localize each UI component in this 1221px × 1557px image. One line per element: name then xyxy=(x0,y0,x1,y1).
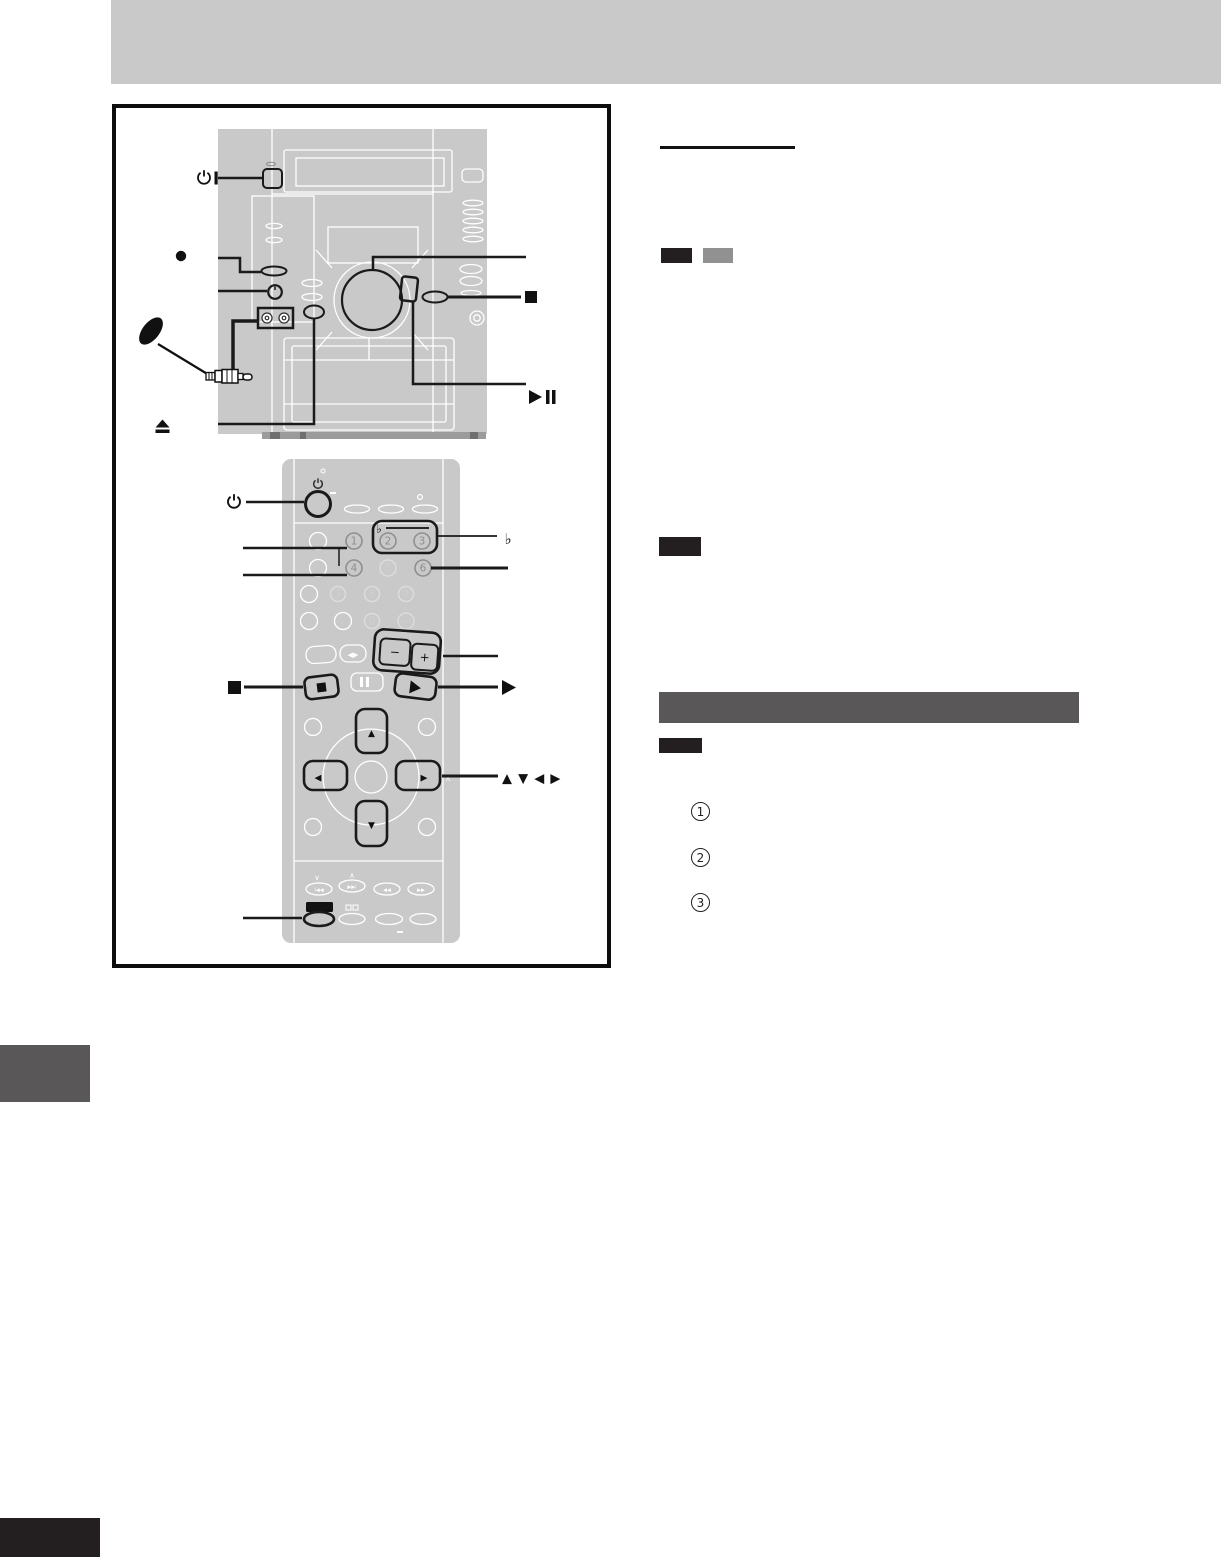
remote-stop-icon xyxy=(228,681,241,694)
svg-text:0: 0 xyxy=(368,615,376,628)
svg-text:▼: ▼ xyxy=(368,821,375,831)
svg-text:I◀◀: I◀◀ xyxy=(314,887,324,894)
svg-text:◀: ◀ xyxy=(314,773,322,784)
base-foot xyxy=(270,432,280,439)
svg-text:1: 1 xyxy=(350,535,358,548)
flat-icon-small: ♭ xyxy=(376,522,382,536)
svg-text:−: − xyxy=(389,644,401,660)
svg-text:▲: ▲ xyxy=(368,729,375,739)
svg-text:5: 5 xyxy=(384,562,392,575)
channel-down-mark: ∨ xyxy=(314,873,320,882)
svg-text:6: 6 xyxy=(419,562,427,575)
svg-text:9: 9 xyxy=(402,588,410,601)
play-pause-icon xyxy=(529,390,556,404)
base-foot xyxy=(300,432,306,439)
channel-mark: ∧ xyxy=(445,774,451,783)
svg-text:▶▶: ▶▶ xyxy=(417,887,425,894)
power-on-bar-icon xyxy=(215,172,218,185)
dpad-arrows-icon: ▲ ▼ ◀ ▶ xyxy=(502,771,562,787)
remote-illustration xyxy=(282,459,460,943)
svg-text:≥10: ≥10 xyxy=(400,619,412,626)
svg-text:7: 7 xyxy=(334,588,342,601)
record-dot-icon xyxy=(176,251,186,261)
power-icon xyxy=(198,170,210,184)
svg-text:◀◀: ◀◀ xyxy=(383,887,391,894)
left-right-icon: ◀▶ xyxy=(347,651,359,659)
tiny-minus-mark xyxy=(397,931,403,933)
channel-up-mark: ∧ xyxy=(349,871,355,880)
remote-play-icon xyxy=(502,680,516,695)
step-2-marker: 2 xyxy=(691,848,710,867)
unit-base xyxy=(262,432,486,439)
function-highlight-badge xyxy=(306,902,333,912)
svg-text:▶: ▶ xyxy=(420,773,428,784)
svg-text:8: 8 xyxy=(368,588,376,601)
svg-text:3: 3 xyxy=(418,535,426,548)
base-foot xyxy=(470,432,478,439)
microphone-head xyxy=(134,313,167,349)
dash-mark xyxy=(330,492,336,494)
svg-text:▶▶I: ▶▶I xyxy=(347,884,357,891)
microphone-cable xyxy=(158,344,209,375)
step-3-marker: 3 xyxy=(691,893,710,912)
remote-body xyxy=(282,459,460,943)
main-unit-illustration xyxy=(218,129,487,439)
svg-text:2: 2 xyxy=(384,535,392,548)
stop-icon xyxy=(525,291,537,303)
step-1-marker: 1 xyxy=(691,802,710,821)
svg-text:+: + xyxy=(419,649,431,665)
eject-icon xyxy=(156,420,170,434)
flat-icon-callout: ♭ xyxy=(504,530,512,548)
remote-power-callout-icon xyxy=(228,494,240,508)
svg-text:4: 4 xyxy=(350,562,358,575)
